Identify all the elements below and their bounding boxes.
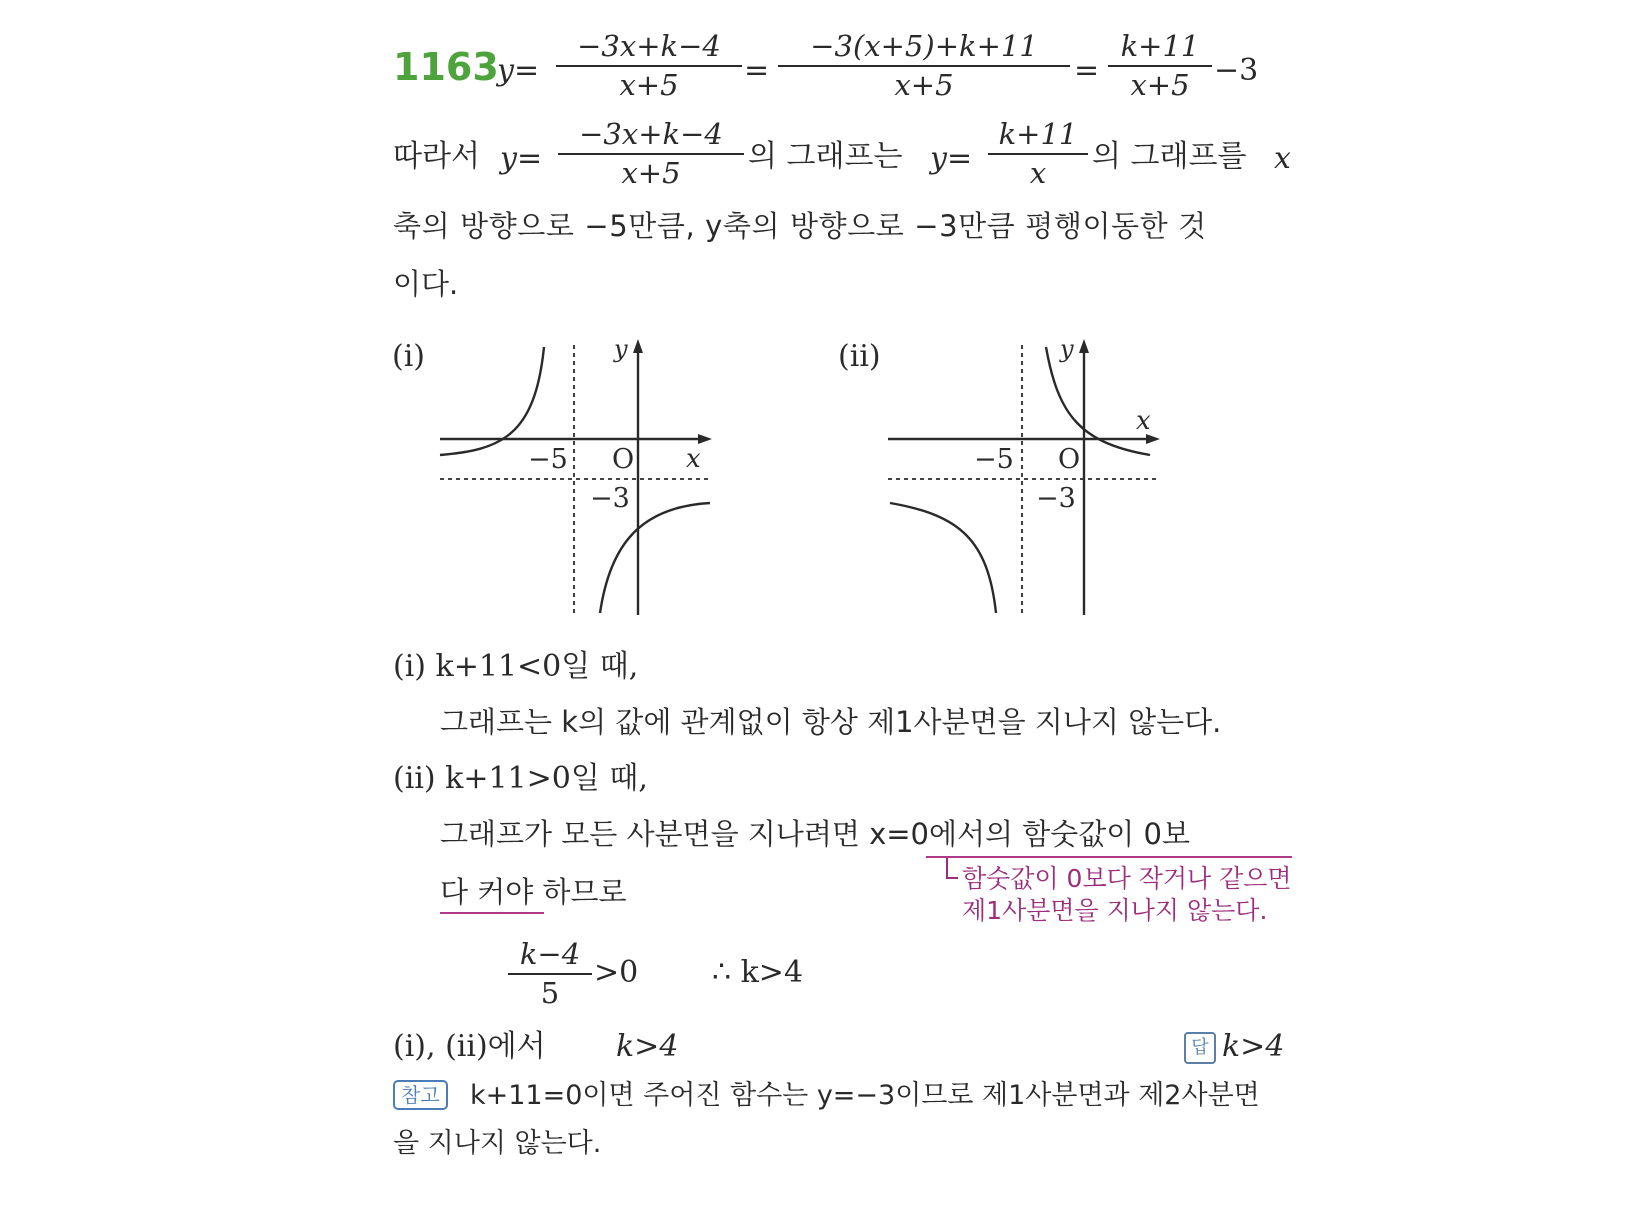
note-pointer-icon: [944, 858, 960, 882]
answer-value: k>4: [1222, 1029, 1285, 1064]
text-graph-of-2: 의 그래프를: [1092, 139, 1247, 174]
text-graph-of: 의 그래프는: [748, 139, 903, 174]
conclusion-value: k>4: [616, 1029, 679, 1064]
reference-line-1: k+11=0이면 주어진 함수는 y=−3이므로 제1사분면과 제2사분면: [470, 1080, 1260, 1111]
text-line-3: 축의 방향으로 −5만큼, y축의 방향으로 −3만큼 평행이동한 것: [393, 209, 1207, 243]
tick-label-y: −3: [1036, 483, 1076, 514]
fraction-numerator: k+11: [998, 117, 1078, 151]
conclusion-text: (ⅰ), (ⅱ)에서: [393, 1029, 546, 1064]
fraction-2: [778, 29, 1070, 102]
fraction-5: [988, 117, 1088, 190]
fraction-denominator: 5: [540, 976, 560, 1010]
minus-three: −3: [1214, 53, 1259, 88]
fraction-6: [508, 937, 592, 1010]
fraction-numerator: k−4: [519, 937, 581, 971]
annotation-note-2: 제1사분면을 지나지 않는다.: [962, 896, 1268, 925]
highlight-underline: [926, 856, 1292, 858]
tick-label-x: −5: [974, 444, 1014, 475]
tick-label-y: −3: [590, 483, 630, 514]
fraction-denominator: x+5: [894, 68, 954, 102]
case-i-heading: (ⅰ) k+11<0일 때,: [393, 649, 639, 684]
reference-tag: 참고: [393, 1080, 448, 1110]
curve-lower-right: [600, 503, 710, 613]
reference-line-2: 을 지나지 않는다.: [393, 1128, 602, 1159]
y-equals: y=: [497, 53, 540, 88]
x-axis-arrow-icon: [698, 434, 712, 444]
equals: =: [1074, 53, 1100, 88]
highlight-underline: [440, 912, 544, 914]
therefore-result: ∴ k>4: [712, 955, 804, 990]
y-axis-arrow-icon: [1079, 339, 1089, 353]
problem-number: 1163: [393, 45, 499, 89]
case-ii-body-2: 다 커야 하므로: [440, 875, 627, 909]
fraction-denominator: x+5: [1130, 68, 1190, 102]
fraction-numerator: −3x+k−4: [579, 117, 723, 151]
annotation-note-1: 함숫값이 0보다 작거나 같으면: [962, 864, 1292, 893]
text-line-4: 이다.: [393, 267, 459, 301]
axis-label-x: x: [686, 444, 701, 474]
curve-lower-left: [890, 503, 996, 613]
inequality-relation: >0: [594, 955, 639, 990]
origin-label: O: [1058, 444, 1081, 475]
axis-label-x: x: [1136, 406, 1151, 436]
case-ii-body-1: 그래프가 모든 사분면을 지나려면 x=0에서의 함숫값이 0보: [440, 817, 1190, 851]
graph-ii-label: (ⅱ): [838, 339, 881, 374]
text-therefore: 따라서: [393, 139, 480, 174]
axis-label-y: y: [1060, 335, 1074, 363]
fraction-1: [556, 29, 742, 102]
equals: =: [744, 53, 770, 88]
y-axis-arrow-icon: [633, 339, 643, 353]
case-i-body: 그래프는 k의 값에 관계없이 항상 제1사분면을 지나지 않는다.: [440, 705, 1222, 739]
y-equals: y=: [930, 141, 973, 176]
case-ii-heading: (ⅱ) k+11>0일 때,: [393, 761, 648, 796]
axis-label-y: y: [614, 335, 628, 363]
fraction-4: [558, 117, 744, 190]
graph-ii: [880, 335, 1170, 625]
fraction-numerator: −3x+k−4: [577, 29, 721, 63]
graph-i: [430, 335, 720, 625]
graph-i-label: (ⅰ): [392, 339, 426, 374]
fraction-denominator: x: [1029, 156, 1047, 190]
fraction-numerator: −3(x+5)+k+11: [810, 29, 1038, 63]
tick-label-x: −5: [528, 444, 568, 475]
variable-x: x: [1274, 141, 1291, 176]
fraction-3: [1108, 29, 1212, 102]
fraction-denominator: x+5: [621, 156, 681, 190]
origin-label: O: [612, 444, 635, 475]
fraction-numerator: k+11: [1120, 29, 1200, 63]
answer-icon: 답: [1184, 1032, 1216, 1064]
fraction-denominator: x+5: [619, 68, 679, 102]
y-equals: y=: [500, 141, 543, 176]
